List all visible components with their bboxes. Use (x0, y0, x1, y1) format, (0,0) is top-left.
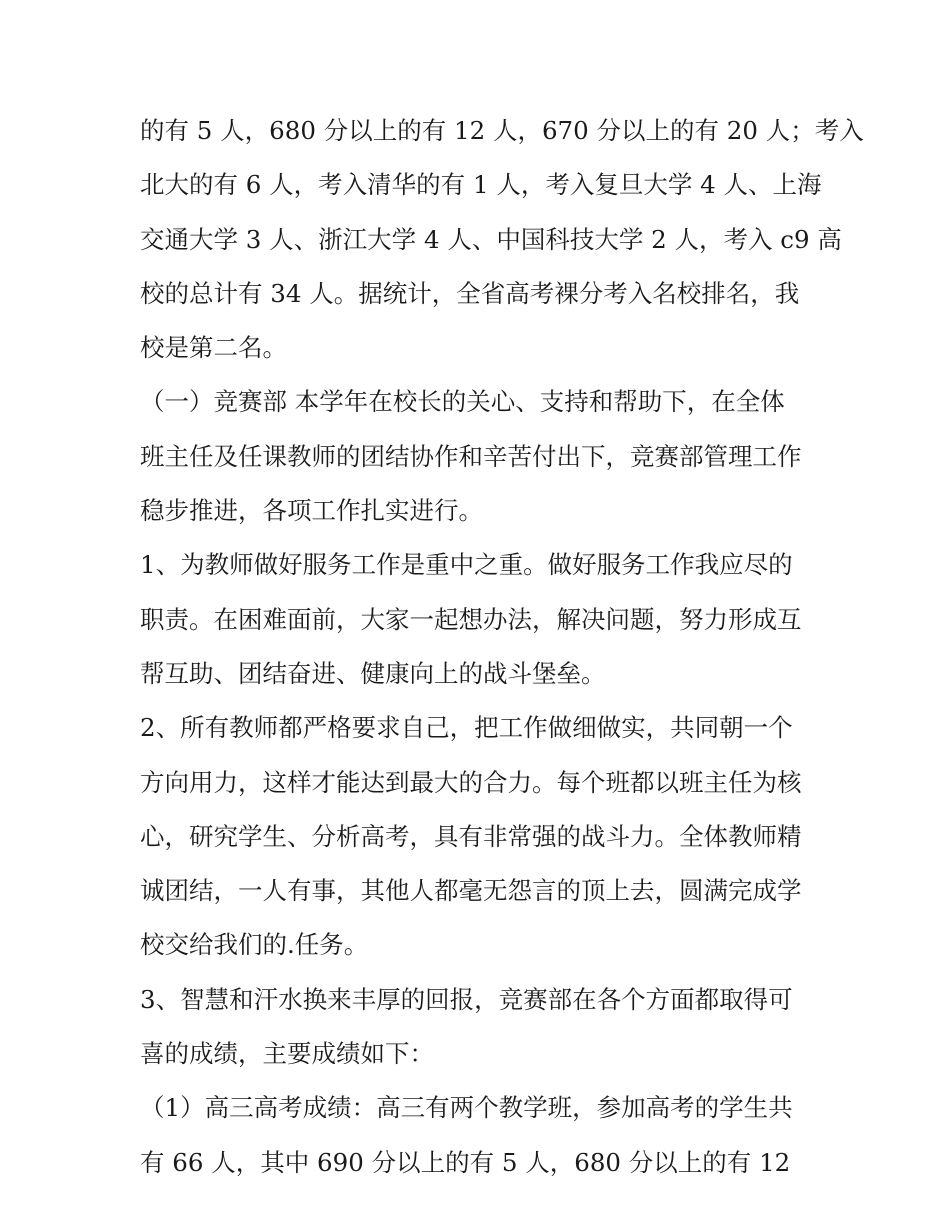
text-line: 的有 5 人，680 分以上的有 12 人，670 分以上的有 20 人；考入 (140, 116, 864, 145)
text-line: 稳步推进，各项工作扎实进行。 (140, 496, 483, 526)
text-line: 诚团结，一人有事，其他人都毫无怨言的顶上去，圆满完成学 (140, 876, 802, 906)
list-item-2-line: 2、所有教师都严格要求自己，把工作做细做实，共同朝一个 (140, 713, 793, 743)
text-line: 有 66 人，其中 690 分以上的有 5 人，680 分以上的有 12 (140, 1147, 791, 1177)
text-line: 心，研究学生、分析高考，具有非常强的战斗力。全体教师精 (140, 821, 802, 851)
text-line: 方向用力，这样才能达到最大的合力。每个班都以班主任为核 (140, 767, 802, 797)
text-line: 北大的有 6 人，考入清华的有 1 人，考入复旦大学 4 人、上海 (140, 170, 822, 200)
list-item-1-line: 1、为教师做好服务工作是重中之重。做好服务工作我应尽的 (140, 550, 793, 580)
text-line: 帮互助、团结奋进、健康向上的战斗堡垒。 (140, 658, 606, 688)
text-line: 班主任及任课教师的团结协作和辛苦付出下，竞赛部管理工作 (140, 441, 802, 471)
text-line: 职责。在困难面前，大家一起想办法，解决问题，努力形成互 (140, 604, 802, 634)
list-item-3-line: 3、智慧和汗水换来丰厚的回报，竞赛部在各个方面都取得可 (140, 984, 793, 1014)
text-line: 校交给我们的.任务。 (140, 930, 369, 960)
text-line: 交通大学 3 人、浙江大学 4 人、中国科技大学 2 人，考入 c9 高 (140, 224, 842, 254)
text-line: 喜的成绩，主要成绩如下： (140, 1039, 434, 1069)
section-heading-line: （一）竞赛部 本学年在校长的关心、支持和帮助下，在全体 (140, 387, 785, 417)
sub-item-1-line: （1）高三高考成绩：高三有两个教学班，参加高考的学生共 (140, 1093, 793, 1123)
text-line: 校是第二名。 (140, 333, 287, 363)
document-body (140, 104, 864, 1190)
text-line: 校的总计有 34 人。据统计，全省高考裸分考入名校排名，我 (140, 278, 800, 308)
